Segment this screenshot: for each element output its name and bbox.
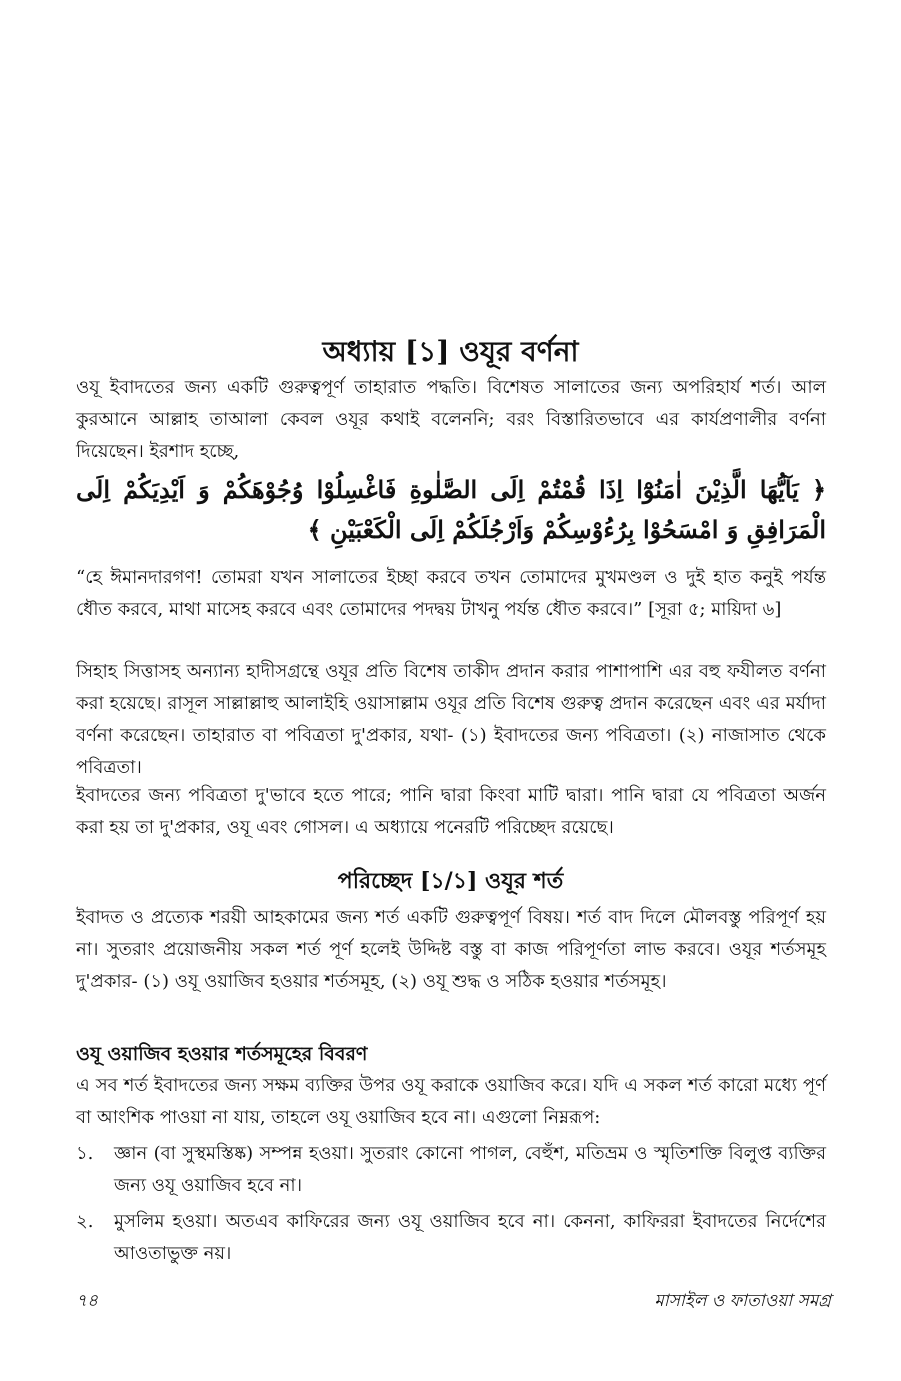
subheading: ওযূ ওয়াজিব হওয়ার শর্তসমূহের বিবরণ [76, 1043, 368, 1065]
conditions-paragraph: ইবাদত ও প্রত্যেক শরয়ী আহকামের জন্য শর্ত একটি গুরুত্বপূর্ণ বিষয়। শর্ত বাদ দিলে মৌলবস্তু পরিপূর্ণ হয় না। সুতরাং প্রয়োজনীয় সকল শর্ত পূর্ণ হলেই উদ্দিষ্ট বস্তু বা কাজ পরিপূর্ণতা লাভ করবে। ওযূর শর্তসমূহ দু'প্রকার- (১) ওযূ ওয়াজিব হওয়ার শর্তসমূহ, (২) ওযূ শুদ্ধ ও সঠিক হওয়ার শর্তসমূহ। [76, 907, 826, 992]
intro-paragraph: ওযূ ইবাদতের জন্য একটি গুরুত্বপূর্ণ তাহারাত পদ্ধতি। বিশেষত সালাতের জন্য অপরিহার্য শর্ত। আল কুরআনে আল্লাহ তাআলা কেবল ওযূর কথাই বলেননি; বরং বিস্তারিতভাবে এর কার্যপ্রণালীর বর্ণনা দিয়েছেন। ইরশাদ হচ্ছে, [76, 377, 826, 462]
page-number: ৭৪ [76, 1291, 99, 1311]
book-title: মাসাইল ও ফাতাওয়া সমগ্র [654, 1291, 831, 1311]
list-number: ১. [76, 1143, 94, 1164]
list-text: জ্ঞান (বা সুস্থমস্তিষ্ক) সম্পন্ন হওয়া। সুতরাং কোনো পাগল, বেহুঁশ, মতিভ্রম ও স্মৃতিশক্তি বিলুপ্ত ব্যক্তির জন্য ওযূ ওয়াজিব হবে না। [114, 1143, 826, 1196]
wajib-paragraph: এ সব শর্ত ইবাদতের জন্য সক্ষম ব্যক্তির উপর ওযূ করাকে ওয়াজিব করে। যদি এ সকল শর্ত কারো মধ্যে পূর্ণ বা আংশিক পাওয়া না যায়, তাহলে ওযূ ওয়াজিব হবে না। এগুলো নিম্নরূপ: [76, 1075, 826, 1128]
section-title: পরিচ্ছেদ [১/১] ওযূর শর্ত [337, 868, 564, 894]
list-item [76, 1138, 826, 1202]
list-item [76, 1206, 826, 1270]
list-text: মুসলিম হওয়া। অতএব কাফিরের জন্য ওযূ ওয়াজিব হবে না। কেননা, কাফিররা ইবাদতের নির্দেশের আওতাভুক্ত নয়। [114, 1211, 826, 1264]
hadith-paragraph: সিহাহ সিত্তাসহ অন্যান্য হাদীসগ্রন্থে ওযূর প্রতি বিশেষ তাকীদ প্রদান করার পাশাপাশি এর বহু ফযীলত বর্ণনা করা হয়েছে। রাসূল সাল্লাল্লাহু আলাইহি ওয়াসাল্লাম ওযূর প্রতি বিশেষ গুরুত্ব প্রদান করেছেন এবং এর মর্যাদা বর্ণনা করেছেন। তাহারাত বা পবিত্রতা দু'প্রকার, যথা- (১) ইবাদতের জন্য পবিত্রতা। (২) নাজাসাত থেকে পবিত্রতা। [76, 661, 826, 778]
list-number: ২. [76, 1211, 94, 1232]
purity-paragraph: ইবাদতের জন্য পবিত্রতা দু'ভাবে হতে পারে; পানি দ্বারা কিংবা মাটি দ্বারা। পানি দ্বারা যে পবিত্রতা অর্জন করা হয় তা দু'প্রকার, ওযূ এবং গোসল। এ অধ্যায়ে পনেরটি পরিচ্ছেদ রয়েছে। [76, 785, 826, 838]
chapter-title: অধ্যায় [১] ওযূর বর্ণনা [322, 335, 579, 368]
verse-translation: “হে ঈমানদারগণ! তোমরা যখন সালাতের ইচ্ছা করবে তখন তোমাদের মুখমণ্ডল ও দুই হাত কনুই পর্যন্ত ধৌত করবে, মাথা মাসেহ করবে এবং তোমাদের পদদ্বয় টাখনু পর্যন্ত ধৌত করবে।” [সূরা ৫; মায়িদা ৬] [76, 567, 826, 620]
quran-verse: ﴿ يَآيُّهَا الَّذِيْنَ اٰمَنُوْٓا اِذَا قُمْتُمْ اِلَى الصَّلٰوةِ فَاغْسِلُوْا وُجُوْهَكُمْ وَ اَيْدِيَكُمْ اِلَى الْمَرَافِقِ وَ امْسَحُوْا بِرُءُوْسِكُمْ وَاَرْجُلَكُمْ اِلَى الْكَعْبَيْنِ ﴾ [76, 475, 826, 544]
